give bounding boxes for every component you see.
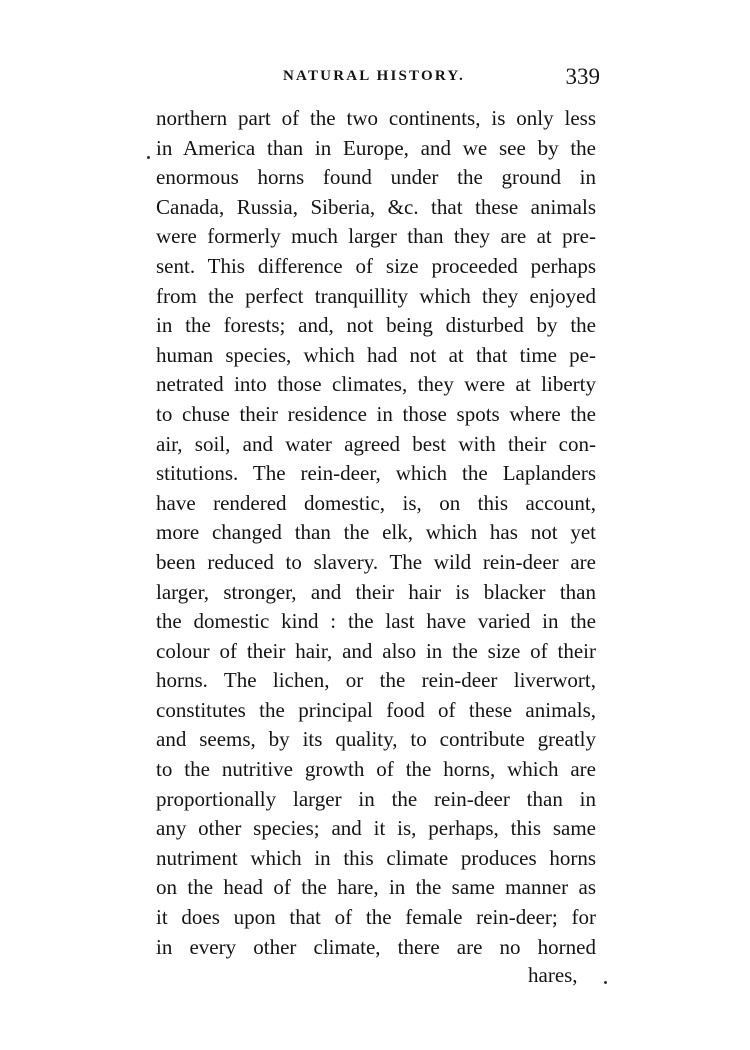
- text-line: from the perfect tranquillity which they enjoyed: [156, 283, 596, 308]
- text-line: air, soil, and water agreed best with their con-: [156, 431, 596, 456]
- text-line: in every other climate, there are no horned: [156, 934, 596, 959]
- text-line: and seems, by its quality, to contribute greatly: [156, 727, 596, 752]
- text-line: netrated into those climates, they were at liberty: [156, 372, 596, 397]
- text-line: it does upon that of the female rein-deer; for: [156, 905, 596, 930]
- running-head: [150, 64, 600, 94]
- text-line: enormous horns found under the ground in: [156, 165, 596, 190]
- text-line: Canada, Russia, Siberia, &c. that these animals: [156, 194, 596, 219]
- text-line: on the head of the hare, in the same manner as: [156, 875, 596, 900]
- text-line: were formerly much larger than they are at pre-: [156, 224, 596, 249]
- text-line: any other species; and it is, perhaps, this same: [156, 816, 596, 841]
- text-line: northern part of the two continents, is only less: [156, 106, 596, 130]
- ink-speck: [604, 981, 607, 984]
- text-line: larger, stronger, and their hair is blacker than: [156, 579, 596, 604]
- text-line: human species, which had not at that time pe-: [156, 342, 596, 367]
- text-line: colour of their hair, and also in the size of their: [156, 638, 596, 663]
- page-number: 339: [565, 64, 600, 89]
- text-line: constitutes the principal food of these animals,: [156, 697, 596, 722]
- body-text: [156, 104, 596, 962]
- text-line: nutriment which in this climate produces horns: [156, 845, 596, 870]
- ink-speck: [147, 156, 150, 159]
- text-line: the domestic kind : the last have varied in the: [156, 609, 596, 634]
- catchword: hares,: [528, 963, 578, 987]
- text-line: horns. The lichen, or the rein-deer liverwort,: [156, 668, 596, 693]
- text-line: in the forests; and, not being disturbed by the: [156, 313, 596, 338]
- text-line: in America than in Europe, and we see by the: [156, 135, 596, 160]
- text-line: to chuse their residence in those spots where the: [156, 401, 596, 426]
- text-line: have rendered domestic, is, on this account,: [156, 490, 596, 515]
- text-line: more changed than the elk, which has not yet: [156, 520, 596, 545]
- text-line: been reduced to slavery. The wild rein-deer are: [156, 549, 596, 574]
- text-line: stitutions. The rein-deer, which the Laplanders: [156, 461, 596, 486]
- text-line: sent. This difference of size proceeded perhaps: [156, 253, 596, 278]
- text-line: proportionally larger in the rein-deer than in: [156, 786, 596, 811]
- running-title: NATURAL HISTORY.: [283, 68, 465, 84]
- text-line: to the nutritive growth of the horns, which are: [156, 757, 596, 782]
